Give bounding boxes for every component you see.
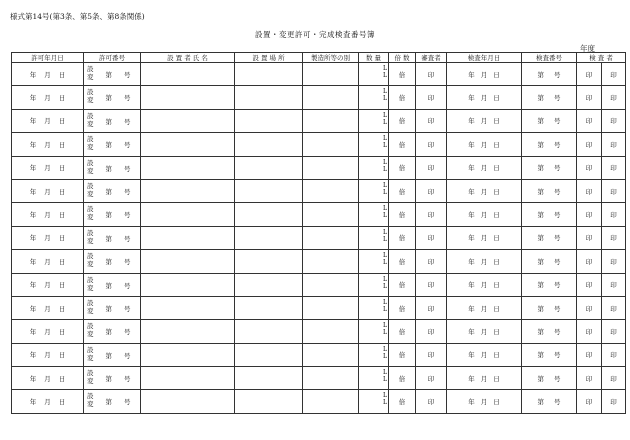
multiple-cell[interactable]: 倍	[389, 86, 416, 109]
inspector-seal-cell-2[interactable]: 印	[602, 320, 626, 343]
quantity-cell[interactable]: L L	[359, 250, 389, 273]
register-table	[11, 52, 626, 414]
inspection-number-cell[interactable]: 第 号	[522, 63, 577, 86]
inspector-seal-cell-1[interactable]: 印	[577, 109, 602, 132]
permit-date-cell[interactable]: 年 月 日	[12, 250, 84, 273]
header-permit-number: 許可番号	[84, 53, 141, 63]
facility-type-cell[interactable]	[303, 390, 359, 413]
permit-number-cell[interactable]: 設 変 第 号	[84, 296, 141, 319]
multiple-cell[interactable]: 倍	[389, 390, 416, 413]
facility-type-cell[interactable]	[303, 156, 359, 179]
register-rows	[12, 63, 626, 414]
inspection-date-cell[interactable]: 年 月 日	[447, 320, 522, 343]
table-row	[12, 86, 626, 109]
table-header-row	[12, 53, 626, 63]
installer-name-cell[interactable]	[141, 133, 235, 156]
installer-name-cell[interactable]	[141, 109, 235, 132]
installer-name-cell[interactable]	[141, 250, 235, 273]
installer-name-cell[interactable]	[141, 156, 235, 179]
installation-location-cell[interactable]	[235, 109, 303, 132]
inspection-date-cell[interactable]: 年 月 日	[447, 390, 522, 413]
installation-location-cell[interactable]	[235, 63, 303, 86]
permit-date-cell[interactable]: 年 月 日	[12, 320, 84, 343]
inspector-seal-cell-2[interactable]: 印	[602, 390, 626, 413]
multiple-cell[interactable]: 倍	[389, 367, 416, 390]
permit-date-cell[interactable]: 年 月 日	[12, 86, 84, 109]
quantity-cell[interactable]: L L	[359, 109, 389, 132]
inspection-date-cell[interactable]: 年 月 日	[447, 203, 522, 226]
inspector-seal-cell-2[interactable]: 印	[602, 63, 626, 86]
quantity-cell[interactable]: L L	[359, 296, 389, 319]
inspector-seal-cell-1[interactable]: 印	[577, 343, 602, 366]
inspection-date-cell[interactable]: 年 月 日	[447, 296, 522, 319]
inspector-seal-cell-1[interactable]: 印	[577, 203, 602, 226]
facility-type-cell[interactable]	[303, 109, 359, 132]
reviewer-seal-cell[interactable]: 印	[416, 390, 447, 413]
header-installation-location: 設 置 場 所	[235, 53, 303, 63]
quantity-cell[interactable]: L L	[359, 226, 389, 249]
header-multiple: 倍 数	[389, 53, 416, 63]
table-row	[12, 133, 626, 156]
multiple-cell[interactable]: 倍	[389, 63, 416, 86]
permit-date-cell[interactable]: 年 月 日	[12, 179, 84, 202]
header-inspector: 検 査 者	[577, 53, 626, 63]
installation-location-cell[interactable]	[235, 273, 303, 296]
inspection-date-cell[interactable]: 年 月 日	[447, 343, 522, 366]
installer-name-cell[interactable]	[141, 226, 235, 249]
reviewer-seal-cell[interactable]: 印	[416, 273, 447, 296]
inspection-number-cell[interactable]: 第 号	[522, 367, 577, 390]
reviewer-seal-cell[interactable]: 印	[416, 133, 447, 156]
installer-name-cell[interactable]	[141, 63, 235, 86]
permit-number-cell[interactable]: 設 変 第 号	[84, 109, 141, 132]
multiple-cell[interactable]: 倍	[389, 203, 416, 226]
table-row	[12, 296, 626, 319]
multiple-cell[interactable]: 倍	[389, 226, 416, 249]
inspector-seal-cell-1[interactable]: 印	[577, 367, 602, 390]
multiple-cell[interactable]: 倍	[389, 156, 416, 179]
permit-number-cell[interactable]: 設 変 第 号	[84, 250, 141, 273]
facility-type-cell[interactable]	[303, 179, 359, 202]
facility-type-cell[interactable]	[303, 63, 359, 86]
form-number-label: 様式第14号(第3条、第5条、第8条関係)	[10, 12, 145, 21]
inspection-date-cell[interactable]: 年 月 日	[447, 226, 522, 249]
installation-location-cell[interactable]	[235, 320, 303, 343]
header-facility-type: 製造所等の別	[303, 53, 359, 63]
facility-type-cell[interactable]	[303, 273, 359, 296]
quantity-cell[interactable]: L L	[359, 367, 389, 390]
inspector-seal-cell-2[interactable]: 印	[602, 133, 626, 156]
multiple-cell[interactable]: 倍	[389, 296, 416, 319]
quantity-cell[interactable]: L L	[359, 343, 389, 366]
quantity-cell[interactable]: L L	[359, 86, 389, 109]
permit-date-cell[interactable]: 年 月 日	[12, 367, 84, 390]
inspection-number-cell[interactable]: 第 号	[522, 179, 577, 202]
inspector-seal-cell-2[interactable]: 印	[602, 367, 626, 390]
table-row	[12, 343, 626, 366]
fiscal-year-label: 年度	[580, 44, 595, 53]
inspection-date-cell[interactable]: 年 月 日	[447, 109, 522, 132]
table-row	[12, 273, 626, 296]
inspection-date-cell[interactable]: 年 月 日	[447, 63, 522, 86]
facility-type-cell[interactable]	[303, 133, 359, 156]
installation-location-cell[interactable]	[235, 203, 303, 226]
quantity-cell[interactable]: L L	[359, 179, 389, 202]
quantity-cell[interactable]: L L	[359, 133, 389, 156]
header-reviewer: 審査者	[416, 53, 447, 63]
quantity-cell[interactable]: L L	[359, 156, 389, 179]
multiple-cell[interactable]: 倍	[389, 179, 416, 202]
inspection-number-cell[interactable]: 第 号	[522, 86, 577, 109]
inspector-seal-cell-2[interactable]: 印	[602, 296, 626, 319]
installation-location-cell[interactable]	[235, 250, 303, 273]
permit-date-cell[interactable]: 年 月 日	[12, 343, 84, 366]
quantity-cell[interactable]: L L	[359, 203, 389, 226]
table-row	[12, 250, 626, 273]
permit-number-cell[interactable]: 設 変 第 号	[84, 86, 141, 109]
inspector-seal-cell-2[interactable]: 印	[602, 250, 626, 273]
inspector-seal-cell-1[interactable]: 印	[577, 273, 602, 296]
inspection-number-cell[interactable]: 第 号	[522, 273, 577, 296]
multiple-cell[interactable]: 倍	[389, 133, 416, 156]
inspection-number-cell[interactable]: 第 号	[522, 109, 577, 132]
installer-name-cell[interactable]	[141, 320, 235, 343]
permit-date-cell[interactable]: 年 月 日	[12, 203, 84, 226]
inspection-number-cell[interactable]: 第 号	[522, 133, 577, 156]
inspection-date-cell[interactable]: 年 月 日	[447, 367, 522, 390]
inspector-seal-cell-2[interactable]: 印	[602, 179, 626, 202]
inspector-seal-cell-2[interactable]: 印	[602, 203, 626, 226]
quantity-cell[interactable]: L L	[359, 63, 389, 86]
quantity-cell[interactable]: L L	[359, 390, 389, 413]
reviewer-seal-cell[interactable]: 印	[416, 320, 447, 343]
inspector-seal-cell-2[interactable]: 印	[602, 86, 626, 109]
header-inspection-number: 検査番号	[522, 53, 577, 63]
facility-type-cell[interactable]	[303, 226, 359, 249]
inspector-seal-cell-1[interactable]: 印	[577, 156, 602, 179]
installer-name-cell[interactable]	[141, 203, 235, 226]
table-row	[12, 109, 626, 132]
installation-location-cell[interactable]	[235, 133, 303, 156]
inspector-seal-cell-1[interactable]: 印	[577, 86, 602, 109]
quantity-cell[interactable]: L L	[359, 320, 389, 343]
inspector-seal-cell-1[interactable]: 印	[577, 133, 602, 156]
installation-location-cell[interactable]	[235, 156, 303, 179]
installer-name-cell[interactable]	[141, 273, 235, 296]
multiple-cell[interactable]: 倍	[389, 320, 416, 343]
table-row	[12, 179, 626, 202]
multiple-cell[interactable]: 倍	[389, 250, 416, 273]
installer-name-cell[interactable]	[141, 86, 235, 109]
inspection-number-cell[interactable]: 第 号	[522, 343, 577, 366]
inspection-number-cell[interactable]: 第 号	[522, 320, 577, 343]
inspection-date-cell[interactable]: 年 月 日	[447, 273, 522, 296]
table-row	[12, 203, 626, 226]
reviewer-seal-cell[interactable]: 印	[416, 250, 447, 273]
inspector-seal-cell-1[interactable]: 印	[577, 250, 602, 273]
permit-number-cell[interactable]: 設 変 第 号	[84, 226, 141, 249]
permit-date-cell[interactable]: 年 月 日	[12, 156, 84, 179]
header-installer-name: 設 置 者 氏 名	[141, 53, 235, 63]
reviewer-seal-cell[interactable]: 印	[416, 203, 447, 226]
facility-type-cell[interactable]	[303, 367, 359, 390]
multiple-cell[interactable]: 倍	[389, 273, 416, 296]
inspection-number-cell[interactable]: 第 号	[522, 250, 577, 273]
inspection-date-cell[interactable]: 年 月 日	[447, 133, 522, 156]
inspector-seal-cell-2[interactable]: 印	[602, 343, 626, 366]
reviewer-seal-cell[interactable]: 印	[416, 109, 447, 132]
inspector-seal-cell-2[interactable]: 印	[602, 156, 626, 179]
reviewer-seal-cell[interactable]: 印	[416, 179, 447, 202]
permit-number-cell[interactable]: 設 変 第 号	[84, 343, 141, 366]
permit-number-cell[interactable]: 設 変 第 号	[84, 203, 141, 226]
facility-type-cell[interactable]	[303, 250, 359, 273]
inspector-seal-cell-2[interactable]: 印	[602, 109, 626, 132]
installation-location-cell[interactable]	[235, 296, 303, 319]
permit-date-cell[interactable]: 年 月 日	[12, 63, 84, 86]
reviewer-seal-cell[interactable]: 印	[416, 343, 447, 366]
facility-type-cell[interactable]	[303, 320, 359, 343]
installer-name-cell[interactable]	[141, 296, 235, 319]
permit-date-cell[interactable]: 年 月 日	[12, 133, 84, 156]
inspector-seal-cell-1[interactable]: 印	[577, 226, 602, 249]
reviewer-seal-cell[interactable]: 印	[416, 86, 447, 109]
installer-name-cell[interactable]	[141, 179, 235, 202]
permit-number-cell[interactable]: 設 変 第 号	[84, 273, 141, 296]
table-row	[12, 367, 626, 390]
inspection-date-cell[interactable]: 年 月 日	[447, 156, 522, 179]
table-row	[12, 156, 626, 179]
reviewer-seal-cell[interactable]: 印	[416, 367, 447, 390]
reviewer-seal-cell[interactable]: 印	[416, 226, 447, 249]
facility-type-cell[interactable]	[303, 343, 359, 366]
permit-number-cell[interactable]: 設 変 第 号	[84, 156, 141, 179]
inspector-seal-cell-1[interactable]: 印	[577, 179, 602, 202]
installer-name-cell[interactable]	[141, 367, 235, 390]
header-quantity: 数 量	[359, 53, 389, 63]
table-row	[12, 390, 626, 413]
table-row	[12, 226, 626, 249]
inspection-number-cell[interactable]: 第 号	[522, 156, 577, 179]
permit-number-cell[interactable]: 設 変 第 号	[84, 63, 141, 86]
header-permit-date: 許可年月日	[12, 53, 84, 63]
installation-location-cell[interactable]	[235, 390, 303, 413]
installation-location-cell[interactable]	[235, 179, 303, 202]
permit-number-cell[interactable]: 設 変 第 号	[84, 367, 141, 390]
facility-type-cell[interactable]	[303, 86, 359, 109]
inspector-seal-cell-1[interactable]: 印	[577, 320, 602, 343]
inspection-number-cell[interactable]: 第 号	[522, 390, 577, 413]
installer-name-cell[interactable]	[141, 390, 235, 413]
reviewer-seal-cell[interactable]: 印	[416, 63, 447, 86]
permit-number-cell[interactable]: 設 変 第 号	[84, 320, 141, 343]
document-title: 設置・変更許可・完成検査番号簿	[255, 30, 375, 39]
permit-date-cell[interactable]: 年 月 日	[12, 273, 84, 296]
inspector-seal-cell-2[interactable]: 印	[602, 273, 626, 296]
inspection-date-cell[interactable]: 年 月 日	[447, 86, 522, 109]
inspection-date-cell[interactable]: 年 月 日	[447, 179, 522, 202]
inspector-seal-cell-2[interactable]: 印	[602, 226, 626, 249]
permit-date-cell[interactable]: 年 月 日	[12, 109, 84, 132]
multiple-cell[interactable]: 倍	[389, 343, 416, 366]
header-inspection-date: 検査年月日	[447, 53, 522, 63]
installation-location-cell[interactable]	[235, 343, 303, 366]
inspection-number-cell[interactable]: 第 号	[522, 226, 577, 249]
installation-location-cell[interactable]	[235, 367, 303, 390]
permit-date-cell[interactable]: 年 月 日	[12, 390, 84, 413]
reviewer-seal-cell[interactable]: 印	[416, 156, 447, 179]
inspector-seal-cell-1[interactable]: 印	[577, 390, 602, 413]
permit-number-cell[interactable]: 設 変 第 号	[84, 133, 141, 156]
permit-date-cell[interactable]: 年 月 日	[12, 226, 84, 249]
facility-type-cell[interactable]	[303, 203, 359, 226]
installer-name-cell[interactable]	[141, 343, 235, 366]
inspection-number-cell[interactable]: 第 号	[522, 296, 577, 319]
inspector-seal-cell-1[interactable]: 印	[577, 63, 602, 86]
permit-date-cell[interactable]: 年 月 日	[12, 296, 84, 319]
inspection-date-cell[interactable]: 年 月 日	[447, 250, 522, 273]
inspection-number-cell[interactable]: 第 号	[522, 203, 577, 226]
inspector-seal-cell-1[interactable]: 印	[577, 296, 602, 319]
permit-number-cell[interactable]: 設 変 第 号	[84, 390, 141, 413]
permit-number-cell[interactable]: 設 変 第 号	[84, 179, 141, 202]
reviewer-seal-cell[interactable]: 印	[416, 296, 447, 319]
table-row	[12, 320, 626, 343]
table-row	[12, 63, 626, 86]
multiple-cell[interactable]: 倍	[389, 109, 416, 132]
installation-location-cell[interactable]	[235, 86, 303, 109]
installation-location-cell[interactable]	[235, 226, 303, 249]
quantity-cell[interactable]: L L	[359, 273, 389, 296]
facility-type-cell[interactable]	[303, 296, 359, 319]
